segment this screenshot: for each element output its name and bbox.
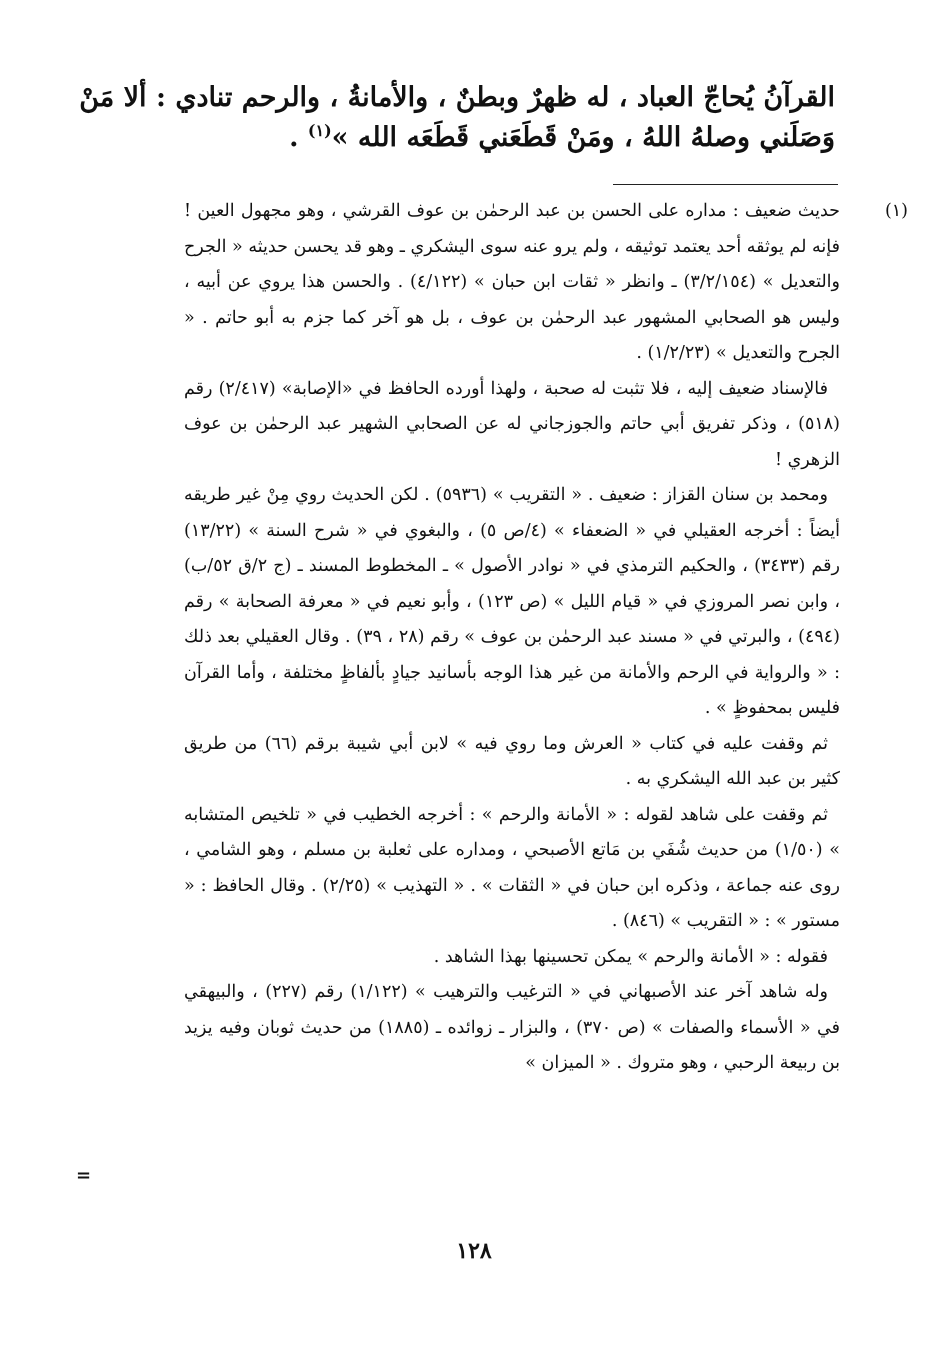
- footnote-number: (١): [884, 201, 908, 221]
- footnote-paragraph-4: ثم وقفت عليه في كتاب « العرش وما روي فيه » لابن أبي شيبة برقم (٦٦) من طريق كثير بن عبد الله اليشكري به .: [184, 733, 840, 789]
- footnote-paragraph-5: ثم وقفت على شاهد لقوله : « الأمانة والرحم » : أخرجه الخطيب في « تلخيص المتشابه » (١/٥٠) من حديث شُفَي بن مَاتع الأصبحي ، ومداره على ثعلبة بن مسلم ، وهو الشامي ، روى عنه جماعة ، وذكره ابن حبان في « الثقات » . « التهذيب » (٢/٢٥) . وقال الحافظ : « مستور » : « التقريب » (٨٤٦) .: [184, 804, 840, 931]
- main-text-line-2: [115, 118, 835, 158]
- footnote-paragraph-3: ومحمد بن سنان القزاز : ضعيف . « التقريب » (٥٩٣٦) . لكن الحديث روي مِنْ غير طريقه أيضاً : أخرجه العقيلي في « الضعفاء » (٤/ص ٥) ، والبغوي في « شرح السنة » (١٣/٢٢) رقم (٣٤٣٣) ، والحكيم الترمذي في « نوادر الأصول » ـ المخطوط المسند ـ (ج ٢/ق ٥٢/ب) ، وابن نصر المروزي في « قيام الليل » (ص ١٢٣) ، وأبو نعيم في « معرفة الصحابة » رقم (٤٩٤) ، والبرتي في « مسند عبد الرحمٰن بن عوف » رقم (٢٨ ، ٣٩) . وقال العقيلي بعد ذلك : « والرواية في الرحم والأمانة من غير هذا الوجه بأسانيد جيادٍ بألفاظٍ مختلفة ، وأما القرآن فليس بمحفوظٍ » .: [184, 485, 841, 718]
- footnote-paragraph-2: فالإسناد ضعيف إليه ، فلا تثبت له صحبة ، ولهذا أورده الحافظ في «الإصابة» (٢/٤١٧) رقم (٥١٨) ، وذكر تفريق أبي حاتم والجوزجاني له عن الصحابي الشهير عبد الرحمٰن بن عوف الزهري !: [184, 378, 840, 470]
- continuation-mark: =: [76, 1165, 92, 1186]
- footnote-separator: [613, 184, 838, 185]
- main-text-line-2-end: .: [289, 121, 308, 153]
- footnote-reference: (١): [307, 120, 332, 140]
- main-text-line-2-body: وَصَلَني وصلهُ اللهُ ، ومَنْ قَطَعَني قَطَعَه الله »: [331, 121, 835, 153]
- main-text: [79, 78, 835, 158]
- page-number: ١٢٨: [456, 1238, 492, 1264]
- footnote-paragraph-1: حديث ضعيف : مداره على الحسن بن عبد الرحمٰن بن عوف القرشي ، وهو مجهول العين ! فإنه لم يوثقه أحد يعتمد توثيقه ، ولم يرو عنه سوى اليشكري ـ وهو قد يحسن حديثه « الجرح والتعديل » (٣/٢/١٥٤) ـ وانظر « ثقات ابن حبان » (٤/١٢٢) . والحسن هذا يروي عن أبيه ، وليس هو الصحابي المشهور عبد الرحمٰن بن عوف ، بل هو آخر كما جزم به أبو حاتم . « الجرح والتعديل » (١/٢/٢٣) .: [184, 201, 840, 363]
- footnote-block: [184, 194, 840, 1082]
- main-text-line-1: القرآنُ يُحاجّ العباد ، له ظهرٌ وبطنٌ ، والأمانةُ ، والرحم تنادي : ألا مَنْ: [79, 82, 835, 113]
- footnote-paragraph-6: فقوله : « الأمانة والرحم » يمكن تحسينها بهذا الشاهد .: [433, 946, 828, 967]
- footnote-paragraph-7: وله شاهد آخر عند الأصبهاني في « الترغيب والترهيب » (١/١٢٢) رقم (٢٢٧) ، والبيهقي في « الأسماء والصفات » (ص ٣٧٠) ، والبزار ـ زوائده ـ (١٨٨٥) من حديث ثوبان وفيه يزيد بن ربيعة الرحبي ، وهو متروك . « الميزان »: [184, 982, 840, 1073]
